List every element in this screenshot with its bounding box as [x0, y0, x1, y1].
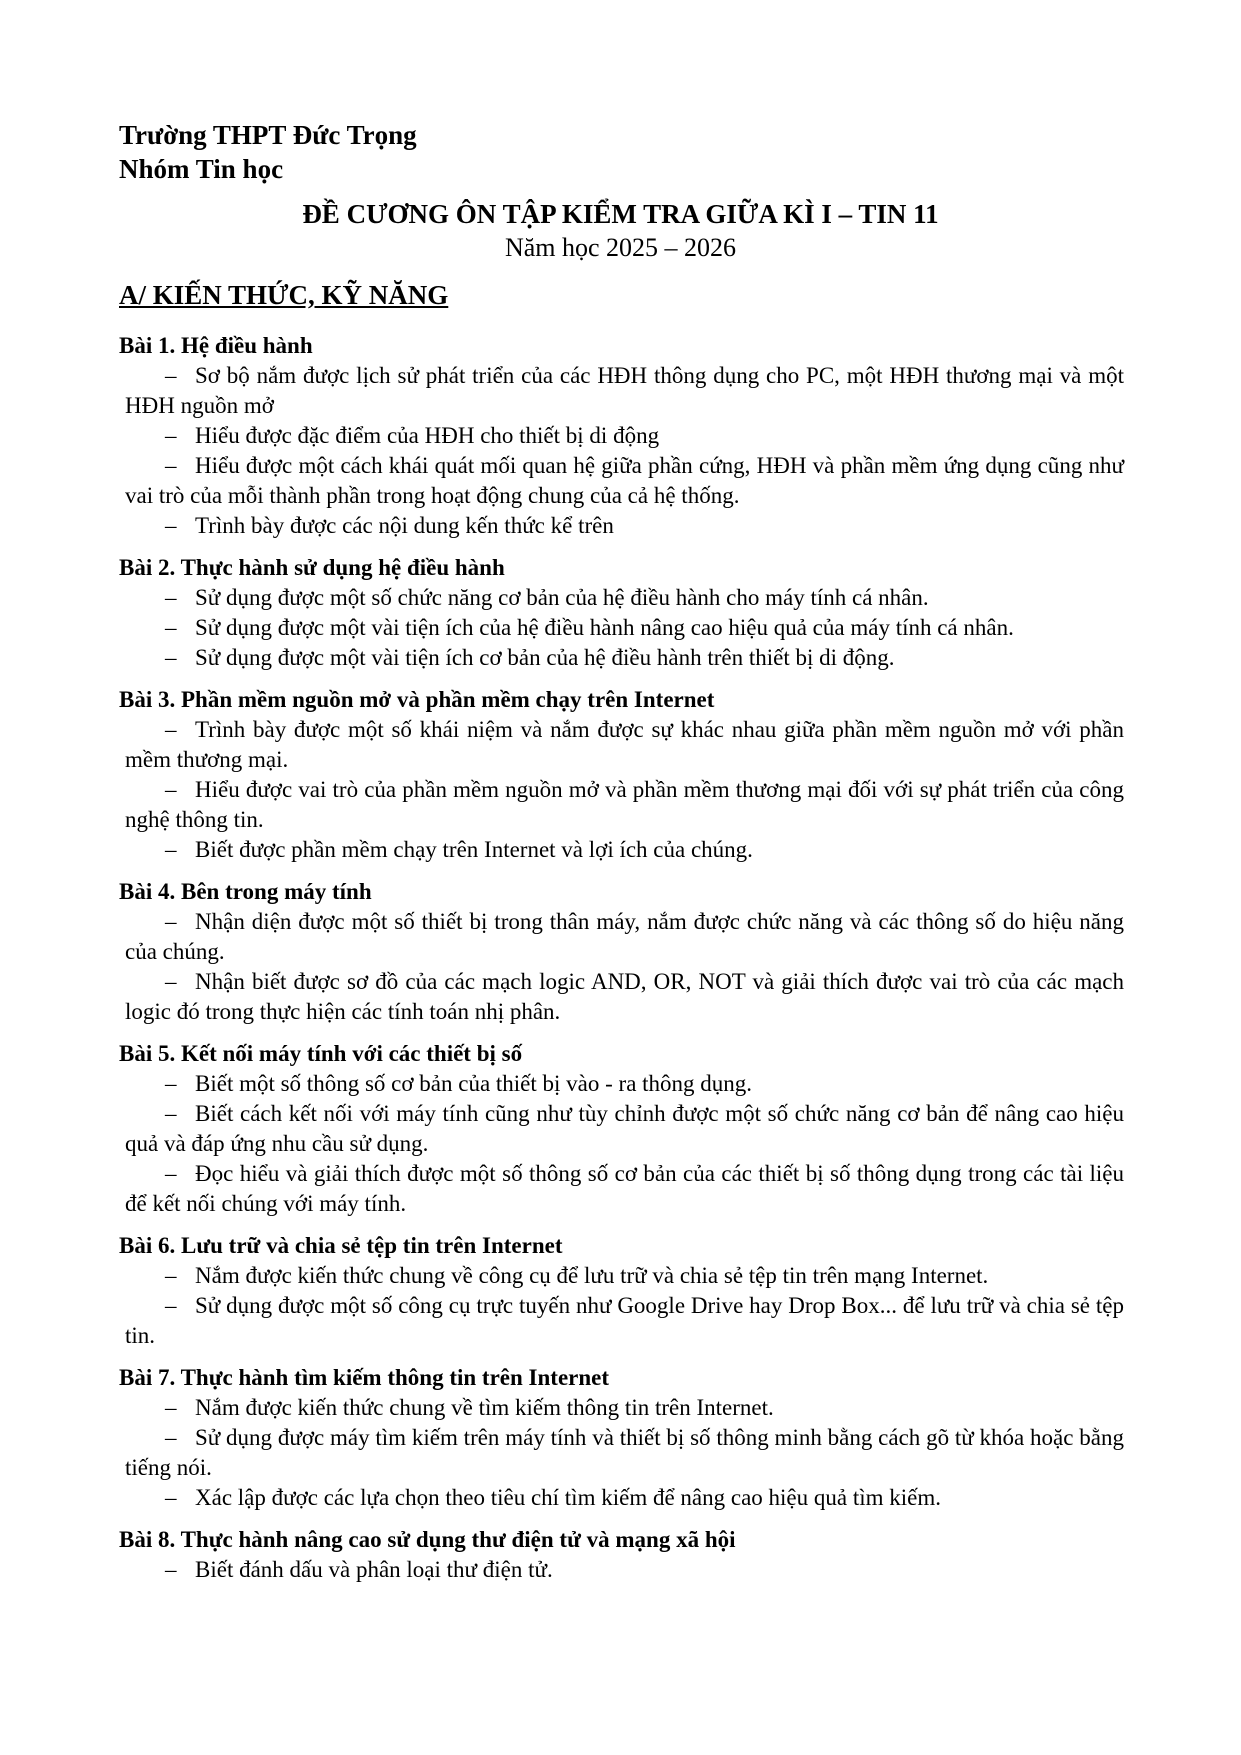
bullet-dash: – [165, 1071, 177, 1096]
lesson-section [119, 685, 1124, 865]
lesson-title: Bài 5. Kết nối máy tính với các thiết bị số [119, 1041, 523, 1066]
lesson-section [119, 331, 1124, 541]
lesson-section [119, 877, 1124, 1027]
bullet-dash: – [165, 1557, 177, 1582]
list-item-text: Nhận biết được sơ đồ của các mạch logic AND, OR, NOT và giải thích được vai trò của các mạch logic đó trong thực hiện các tính toán nhị phân. [125, 969, 1124, 1024]
list-item [119, 907, 1124, 967]
list-item [119, 1099, 1124, 1159]
list-item [119, 715, 1124, 775]
list-item-text: Nắm được kiến thức chung về công cụ để lưu trữ và chia sẻ tệp tin trên mạng Internet. [195, 1263, 989, 1288]
bullet-dash: – [165, 909, 177, 934]
bullet-dash: – [165, 777, 177, 802]
list-item-text: Hiểu được đặc điểm của HĐH cho thiết bị di động [195, 423, 660, 448]
list-item-text: Nắm được kiến thức chung về tìm kiếm thông tin trên Internet. [195, 1395, 774, 1420]
bullet-dash: – [165, 1485, 177, 1510]
list-item [119, 967, 1124, 1027]
lesson-section [119, 1039, 1124, 1219]
bullet-dash: – [165, 363, 177, 388]
lesson-section [119, 1231, 1124, 1351]
list-item [119, 583, 1124, 613]
school-name: Trường THPT Đức Trọng [119, 120, 417, 150]
list-item-text: Sơ bộ nắm được lịch sử phát triển của các HĐH thông dụng cho PC, một HĐH thương mại và một HĐH nguồn mở [125, 363, 1124, 418]
lesson-items [119, 583, 1124, 673]
list-item [119, 1291, 1124, 1351]
list-item-text: Biết được phần mềm chạy trên Internet và lợi ích của chúng. [195, 837, 753, 862]
bullet-dash: – [165, 513, 177, 538]
list-item [119, 1393, 1124, 1423]
list-item-text: Biết cách kết nối với máy tính cũng như tùy chỉnh được một số chức năng cơ bản để nâng cao hiệu quả và đáp ứng nhu cầu sử dụng. [125, 1101, 1124, 1156]
list-item [119, 1423, 1124, 1483]
list-item [119, 361, 1124, 421]
lesson-title: Bài 2. Thực hành sử dụng hệ điều hành [119, 555, 505, 580]
bullet-dash: – [165, 969, 177, 994]
list-item [119, 835, 1124, 865]
lesson-items [119, 715, 1124, 865]
lesson-items [119, 1555, 1124, 1585]
list-item-text: Sử dụng được một vài tiện ích cơ bản của hệ điều hành trên thiết bị di động. [195, 645, 895, 670]
school-year: Năm học 2025 – 2026 [504, 233, 737, 262]
list-item-text: Sử dụng được máy tìm kiếm trên máy tính và thiết bị số thông minh bằng cách gõ từ khóa hoặc bằng tiếng nói. [125, 1425, 1124, 1480]
lesson-items [119, 1261, 1124, 1351]
list-item-text: Trình bày được một số khái niệm và nắm được sự khác nhau giữa phần mềm nguồn mở với phần mềm thương mại. [125, 717, 1124, 772]
list-item-text: Biết một số thông số cơ bản của thiết bị vào - ra thông dụng. [195, 1071, 753, 1096]
bullet-dash: – [165, 585, 177, 610]
list-item [119, 1483, 1124, 1513]
lesson-items [119, 1393, 1124, 1513]
lesson-section [119, 1525, 1124, 1585]
bullet-dash: – [165, 1101, 177, 1126]
bullet-dash: – [165, 1263, 177, 1288]
lesson-title: Bài 6. Lưu trữ và chia sẻ tệp tin trên Internet [119, 1233, 563, 1258]
list-item [119, 421, 1124, 451]
list-item [119, 1159, 1124, 1219]
lesson-list [119, 331, 1124, 1597]
bullet-dash: – [165, 837, 177, 862]
list-item [119, 775, 1124, 835]
list-item [119, 511, 1124, 541]
section-heading: A/ KIẾN THỨC, KỸ NĂNG [119, 280, 449, 310]
lesson-items [119, 361, 1124, 541]
list-item [119, 1069, 1124, 1099]
bullet-dash: – [165, 615, 177, 640]
list-item-text: Nhận diện được một số thiết bị trong thân máy, nắm được chức năng và các thông số do hiệu năng của chúng. [125, 909, 1124, 964]
list-item [119, 613, 1124, 643]
bullet-dash: – [165, 453, 177, 478]
bullet-dash: – [165, 1425, 177, 1450]
lesson-title: Bài 4. Bên trong máy tính [119, 879, 372, 904]
lesson-title: Bài 8. Thực hành nâng cao sử dụng thư điện tử và mạng xã hội [119, 1527, 736, 1552]
list-item-text: Biết đánh dấu và phân loại thư điện tử. [195, 1557, 553, 1582]
list-item [119, 643, 1124, 673]
lesson-section [119, 553, 1124, 673]
lesson-section [119, 1363, 1124, 1513]
lesson-title: Bài 3. Phần mềm nguồn mở và phần mềm chạy trên Internet [119, 687, 715, 712]
bullet-dash: – [165, 1161, 177, 1186]
list-item-text: Sử dụng được một vài tiện ích của hệ điều hành nâng cao hiệu quả của máy tính cá nhân. [195, 615, 1014, 640]
list-item [119, 1261, 1124, 1291]
lesson-title: Bài 7. Thực hành tìm kiếm thông tin trên Internet [119, 1365, 610, 1390]
bullet-dash: – [165, 1395, 177, 1420]
list-item-text: Sử dụng được một số công cụ trực tuyến như Google Drive hay Drop Box... để lưu trữ và chia sẻ tệp tin. [125, 1293, 1124, 1348]
list-item-text: Trình bày được các nội dung kến thức kể trên [195, 513, 614, 538]
document-title: ĐỀ CƯƠNG ÔN TẬP KIỂM TRA GIỮA KÌ I – TIN 11 [302, 199, 939, 229]
list-item-text: Đọc hiểu và giải thích được một số thông số cơ bản của các thiết bị số thông dụng trong các tài liệu để kết nối chúng với máy tính. [125, 1161, 1124, 1216]
list-item-text: Xác lập được các lựa chọn theo tiêu chí tìm kiếm để nâng cao hiệu quả tìm kiếm. [195, 1485, 942, 1510]
list-item [119, 1555, 1124, 1585]
list-item [119, 451, 1124, 511]
bullet-dash: – [165, 1293, 177, 1318]
list-item-text: Sử dụng được một số chức năng cơ bản của hệ điều hành cho máy tính cá nhân. [195, 585, 929, 610]
lesson-items [119, 907, 1124, 1027]
lesson-items [119, 1069, 1124, 1219]
lesson-title: Bài 1. Hệ điều hành [119, 333, 313, 358]
bullet-dash: – [165, 645, 177, 670]
bullet-dash: – [165, 423, 177, 448]
list-item-text: Hiểu được vai trò của phần mềm nguồn mở và phần mềm thương mại đối với sự phát triển của công nghệ thông tin. [125, 777, 1124, 832]
bullet-dash: – [165, 717, 177, 742]
group-name: Nhóm Tin học [119, 154, 284, 184]
list-item-text: Hiểu được một cách khái quát mối quan hệ giữa phần cứng, HĐH và phần mềm ứng dụng cũng như vai trò của mỗi thành phần trong hoạt động chung của cả hệ thống. [125, 453, 1124, 508]
